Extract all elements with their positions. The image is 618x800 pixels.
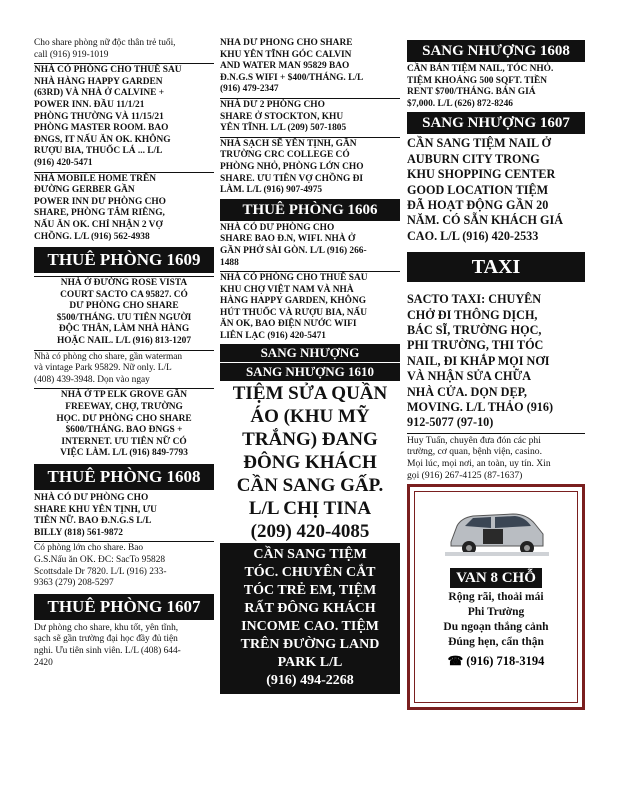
divider bbox=[220, 98, 400, 99]
room-ad-3: NHÀ MOBILE HOME TRÊN ĐƯỜNG GERBER GẦN POWER INN DƯ PHÒNG CHO SHARE, PHÒNG TẮM RIÊNG, NẤU ĂN OK. CHỈ NHẬN 2 VỢ CHỒNG. L/L (916) 562-4938 bbox=[34, 173, 166, 242]
section-header-taxi: TAXI bbox=[407, 252, 585, 282]
huy-tuan-ad: Huy Tuấn, chuyên đưa đón các phi trường, cơ quan, bệnh viện, casino. Mọi lúc, mọi nơi, an toàn, uy tín. Xin gọi (916) 267-4125 (87-1637) bbox=[407, 434, 551, 481]
minivan-icon bbox=[443, 502, 549, 562]
divider bbox=[220, 137, 400, 138]
section-header-rent-1606: THUÊ PHÒNG 1606 bbox=[220, 199, 400, 221]
room-ad-7: NHÀ CÓ DƯ PHÒNG CHO SHARE KHU YÊN TỊNH, ƯU TIÊN NỮ. BAO Đ.N.G.S L/L BILLY (818) 561-9872 bbox=[34, 493, 157, 538]
hair-salon-sale-ad: CẦN SANG TIỆM TÓC. CHUYÊN CẮT TÓC TRẺ EM, TIỆM RẤT ĐÔNG KHÁCH INCOME CAO. TIỆM TRÊN ĐƯỜNG LAND PARK L/L (916) 494-2268 bbox=[220, 543, 400, 694]
sacto-taxi-ad: SACTO TAXI: CHUYÊN CHỞ ĐI THÔNG DỊCH, BÁC SĨ, TRƯỜNG HỌC, PHI TRƯỜNG, THI TÓC NAIL, ĐI KHẮP MỌI NƠI VÀ NHẬN SỬA CHỮA NHÀ CỬA. DỌN DẸP, MOVING. L/L THẢO (916) 912-5077 (97-10) bbox=[407, 292, 554, 430]
section-header-transfer-1608: SANG NHƯỢNG 1608 bbox=[407, 40, 585, 62]
column-right bbox=[407, 38, 585, 710]
room-ad-8: Có phòng lớn cho share. Bao G.S.Nấu ăn OK. ĐC: SacTo 95828 Scottsdale Dr 7820. L/L (916) 233- 9363 (279) 208-5297 bbox=[34, 543, 167, 589]
divider bbox=[34, 350, 214, 351]
tailor-shop-sale-ad: TIỆM SỬA QUẦN ÁO (KHU MỸ TRẮNG) ĐANG ĐÔNG KHÁCH CẦN SANG GẤP. L/L CHỊ TINA (209) 420-4085 bbox=[232, 382, 388, 542]
column-left bbox=[34, 38, 214, 669]
section-header-transfer-1610: SANG NHƯỢNG 1610 bbox=[220, 363, 400, 381]
van-title: VAN 8 CHỖ bbox=[450, 568, 542, 588]
van-ad-frame bbox=[414, 491, 578, 703]
room-ad-11: NHÀ DƯ 2 PHÒNG CHO SHARE Ở STOCKTON, KHU YÊN TĨNH. L/L (209) 507-1805 bbox=[220, 99, 347, 134]
van-line-4: Đúng hẹn, cẩn thận bbox=[448, 636, 544, 649]
section-header-rent-1609: THUÊ PHÒNG 1609 bbox=[34, 247, 214, 273]
auburn-nail-shop-ad: CẦN SANG TIỆM NAIL Ở AUBURN CITY TRONG KHU SHOPPING CENTER GOOD LOCATION TIỆM ĐÃ HOẠT ĐỘNG GẦN 20 NĂM. CÓ SẴN KHÁCH GIÁ CAO. L/L (916) 420-2533 bbox=[407, 136, 564, 243]
divider bbox=[407, 433, 585, 434]
column-middle bbox=[220, 38, 400, 694]
room-ad-5: Nhà có phòng cho share, gần waterman và vintage Park 95829. Nữ only. L/L (408) 439-3948. Dọn vào ngay bbox=[34, 351, 183, 385]
van-line-1: Rộng rãi, thoải mái bbox=[448, 591, 544, 604]
room-ad-14: NHÀ CÓ PHÒNG CHO THUÊ SAU KHU CHỢ VIỆT NAM VÀ NHÀ HÀNG HAPPY GARDEN, KHÔNG HÚT THUỐC VÀ RƯỢU BIA, NẤU ĂN OK, BAO ĐIỆN NƯỚC WIFI LIÊN LẠC (916) 420-5471 bbox=[220, 273, 368, 342]
room-ad-2: NHÀ CÓ PHÒNG CHO THUÊ SAU NHÀ HÀNG HAPPY GARDEN (63RD) VÀ NHÀ Ở CALVINE + POWER INN. ĐẦU 11/1/21 PHÒNG THƯỜNG VÀ 11/15/21 PHÒNG MASTER ROOM. BAO ĐNGS, IT NẤU ĂN OK. KHÔNG RƯỢU BIA, THUỐC LÁ ... L/L (916) 420-5471 bbox=[34, 65, 182, 168]
van-line-2: Phi Trường bbox=[467, 606, 525, 619]
van-line-3: Du ngoạn thắng cảnh bbox=[443, 621, 549, 634]
room-ad-12: NHÀ SẠCH SẼ YÊN TỊNH, GẦN TRƯỜNG CRC COLLEGE CÓ PHÒNG NHỎ, PHÒNG LỚN CHO SHARE. ƯU TIÊN VỢ CHỒNG ĐI LÀM. L/L (916) 907-4975 bbox=[220, 138, 364, 196]
telephone-icon: ☎ bbox=[447, 654, 464, 669]
room-ad-4: NHÀ Ở ĐƯỜNG ROSE VISTA COURT SACTO CA 95827. CÓ DƯ PHÒNG CHO SHARE $500/THÁNG. ƯU TIÊN NGƯỜI ĐỘC THÂN, LÀM NHÀ HÀNG HOẶC NAIL. L/L (916) 813-1207 bbox=[56, 278, 192, 347]
section-header-rent-1608: THUÊ PHÒNG 1608 bbox=[34, 464, 214, 490]
section-header-transfer: SANG NHƯỢNG bbox=[220, 344, 400, 362]
nail-shop-sale-ad: CẦN BÁN TIỆM NAIL, TÓC NHỎ. TIỆM KHOẢNG 500 SQFT. TIỀN RENT $700/THÁNG. BÁN GIÁ $7,000. L/L (626) 872-8246 bbox=[407, 64, 554, 109]
divider bbox=[34, 541, 214, 542]
room-ad-10: NHÀ DƯ PHÒNG CHO SHARE KHU YÊN TĨNH GÓC CALVIN AND WATER MAN 95829 BAO Đ.N.G.S WIFI + $400/THÁNG. L/L (916) 479-2347 bbox=[220, 38, 364, 95]
divider bbox=[220, 271, 400, 272]
section-header-transfer-1607: SANG NHƯỢNG 1607 bbox=[407, 112, 585, 134]
divider bbox=[34, 172, 214, 173]
divider bbox=[34, 276, 214, 277]
room-ad-1: Cho share phòng nữ độc thân trẻ tuổi, call (916) 919-1019 bbox=[34, 38, 176, 60]
room-ad-9: Dư phòng cho share, khu tốt, yên tĩnh, sạch sẽ gần trường đại học đầy đủ tiện nghi. Ưu tiên sinh viên. L/L (408) 644- 2420 bbox=[34, 622, 181, 668]
room-ad-6: NHÀ Ở TP ELK GROVE GẦN FREEWAY, CHỢ, TRƯỜNG HỌC. DƯ PHÒNG CHO SHARE $600/THÁNG. BAO ĐNGS + INTERNET. ƯU TIÊN NỮ CÓ VIỆC LÀM. L/L (916) 849-7793 bbox=[56, 390, 192, 459]
van-service-ad bbox=[407, 484, 585, 710]
van-phone-row bbox=[415, 653, 577, 669]
van-phone: (916) 718-3194 bbox=[466, 654, 545, 669]
section-header-rent-1607: THUÊ PHÒNG 1607 bbox=[34, 594, 214, 620]
room-ad-13: NHÀ CÓ DƯ PHÒNG CHO SHARE BAO Đ.N, WIFI. NHÀ Ở GẦN PHỞ SÀI GÒN. L/L (916) 266- 1488 bbox=[220, 222, 367, 268]
